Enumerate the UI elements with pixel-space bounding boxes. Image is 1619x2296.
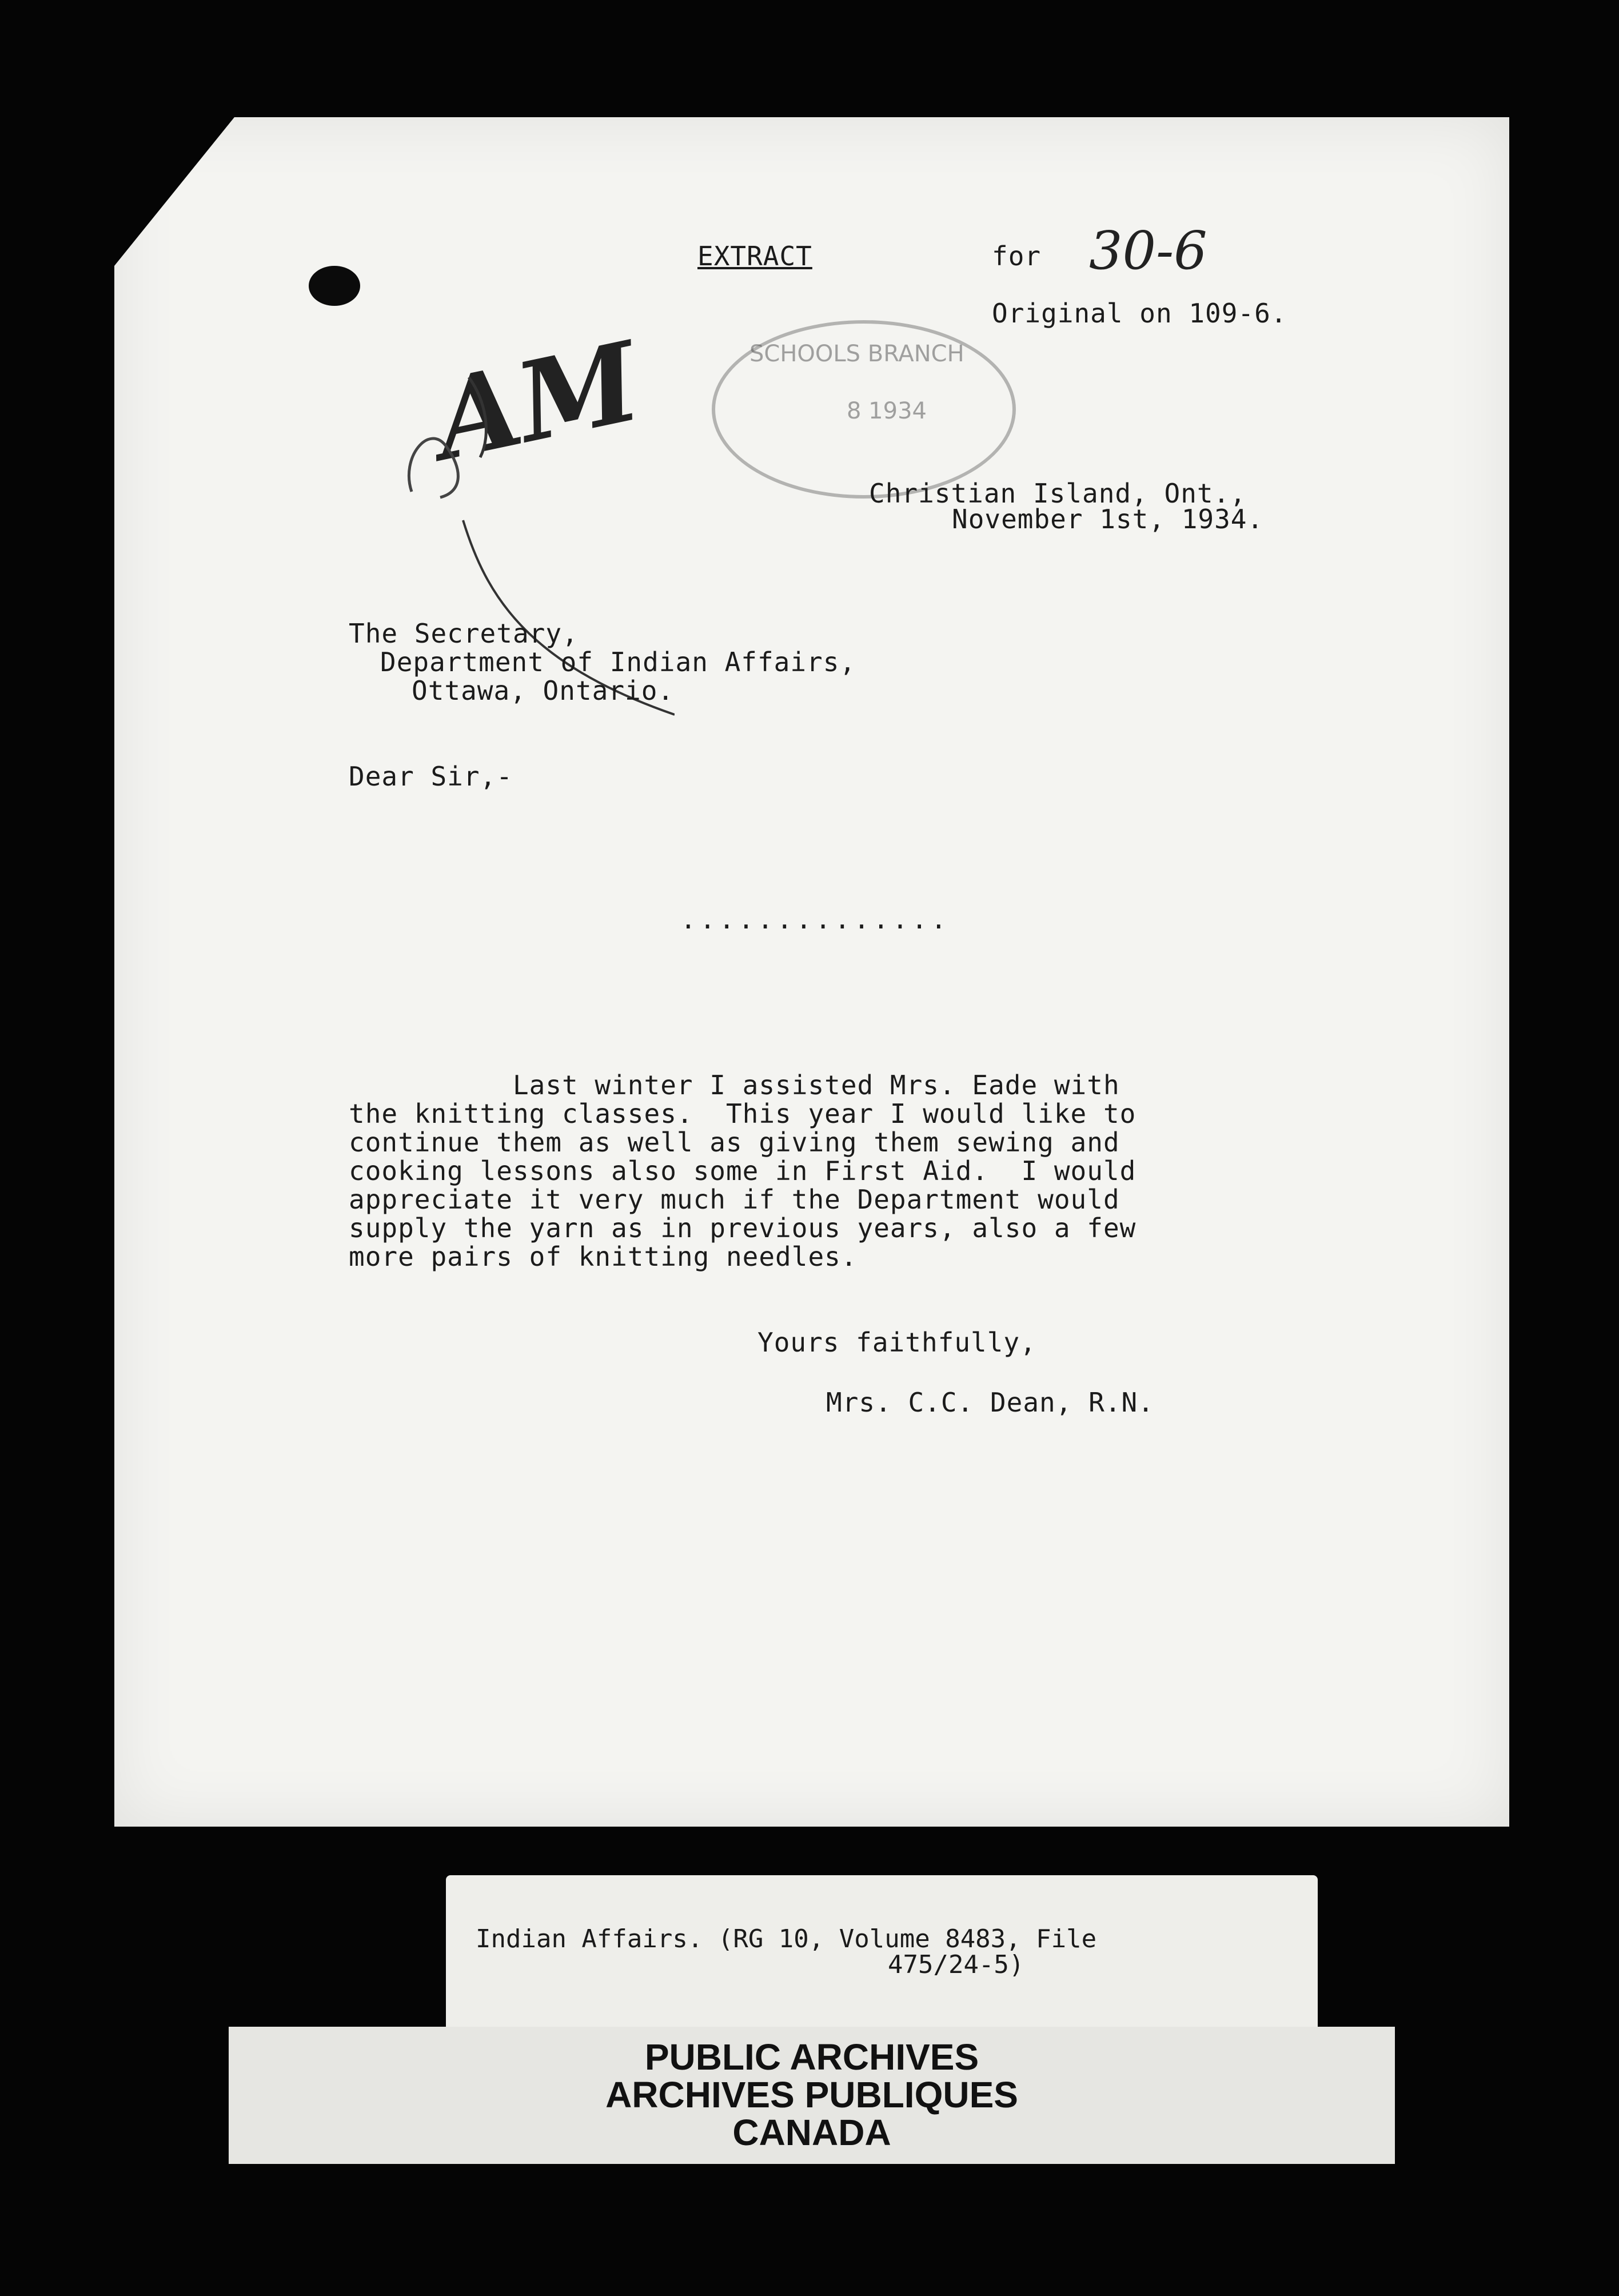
archive-label-line-3: CANADA xyxy=(732,2112,891,2153)
reference-line-1: Indian Affairs. (RG 10, Volume 8483, File xyxy=(476,1924,1097,1954)
sender-place: Christian Island, Ont., xyxy=(869,478,1246,509)
original-note: Original on 109-6. xyxy=(992,298,1287,329)
addressee-line-1: The Secretary, xyxy=(349,618,579,649)
for-label: for xyxy=(992,241,1042,272)
body-line-1: Last winter I assisted Mrs. Eade with xyxy=(349,1070,1120,1101)
body-line-3: continue them as well as giving them sewing and xyxy=(349,1127,1120,1158)
body-line-4: cooking lessons also some in First Aid. I would xyxy=(349,1155,1137,1186)
body-line-2: the knitting classes. This year I would like to xyxy=(349,1098,1137,1129)
stamp-top-text: SCHOOLS BRANCH xyxy=(749,341,964,367)
archive-label-line-1: PUBLIC ARCHIVES xyxy=(644,2036,979,2078)
stamp-date-text: 8 1934 xyxy=(847,398,927,424)
addressee-line-2: Department of Indian Affairs, xyxy=(380,647,856,677)
handwritten-initials: AM xyxy=(423,317,651,485)
folded-corner xyxy=(114,117,234,266)
received-stamp xyxy=(712,320,1016,499)
letter-date: November 1st, 1934. xyxy=(952,504,1264,535)
archive-label-line-2: ARCHIVES PUBLIQUES xyxy=(605,2074,1018,2115)
addressee-line-3: Ottawa, Ontario. xyxy=(412,675,675,706)
omission-marker: .............. xyxy=(680,904,950,935)
extract-title: EXTRACT xyxy=(697,241,812,272)
ink-blot xyxy=(309,266,360,306)
signature: Mrs. C.C. Dean, R.N. xyxy=(826,1387,1154,1418)
closing: Yours faithfully, xyxy=(757,1327,1036,1358)
file-reference-handwritten: 30-6 xyxy=(1089,220,1207,281)
archive-label xyxy=(229,2027,1395,2164)
body-line-5: appreciate it very much if the Department would xyxy=(349,1184,1120,1215)
body-line-7: more pairs of knitting needles. xyxy=(349,1241,858,1272)
reference-line-2: 475/24-5) xyxy=(888,1950,1024,1979)
body-line-6: supply the yarn as in previous years, also a few xyxy=(349,1213,1137,1243)
salutation: Dear Sir,- xyxy=(349,761,513,792)
